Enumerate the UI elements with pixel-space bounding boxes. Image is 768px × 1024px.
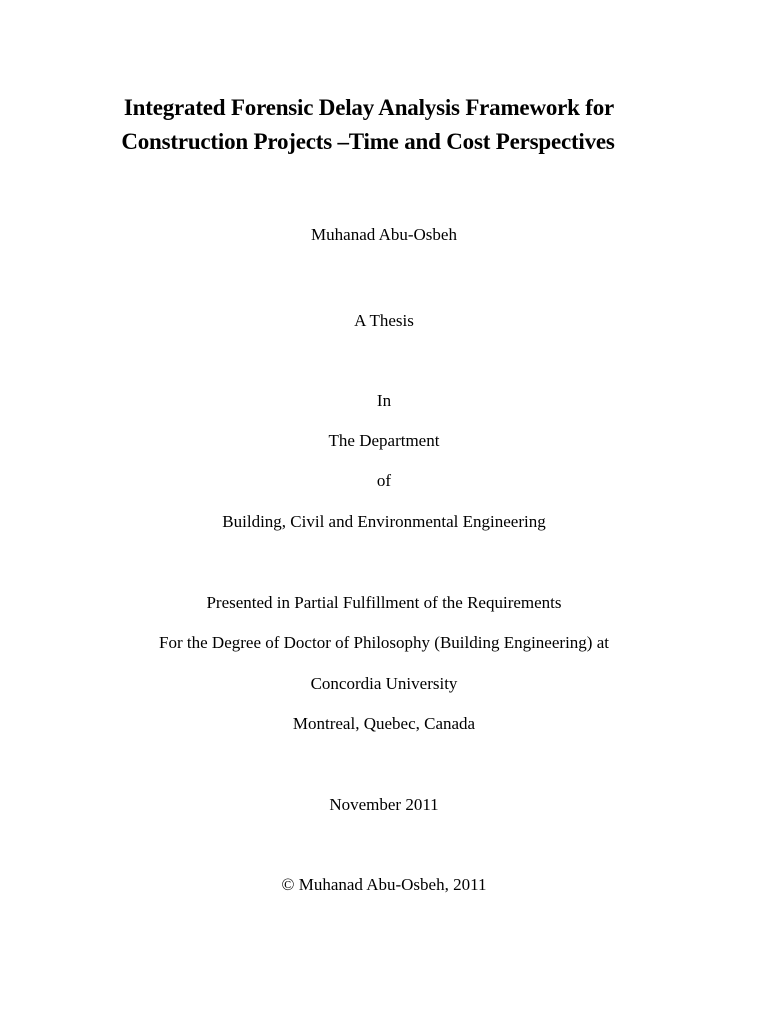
document-type: A Thesis — [354, 311, 414, 330]
degree-statement: For the Degree of Doctor of Philosophy (Building Engineering) at — [159, 633, 609, 652]
author-name: Muhanad Abu-Osbeh — [311, 225, 457, 244]
department-of: of — [376, 471, 392, 490]
department-in: In — [376, 391, 392, 410]
university-location: Montreal, Quebec, Canada — [292, 714, 476, 733]
thesis-title-line-2: Construction Projects –Time and Cost Perspectives — [121, 129, 615, 154]
department-name: Building, Civil and Environmental Engineering — [222, 512, 546, 531]
university-name: Concordia University — [310, 674, 458, 693]
fulfillment-statement: Presented in Partial Fulfillment of the Requirements — [206, 593, 562, 612]
copyright-notice: © Muhanad Abu-Osbeh, 2011 — [281, 875, 487, 894]
department-label: The Department — [328, 431, 440, 450]
submission-date: November 2011 — [329, 795, 439, 814]
thesis-title-line-1: Integrated Forensic Delay Analysis Framework for — [123, 95, 615, 120]
